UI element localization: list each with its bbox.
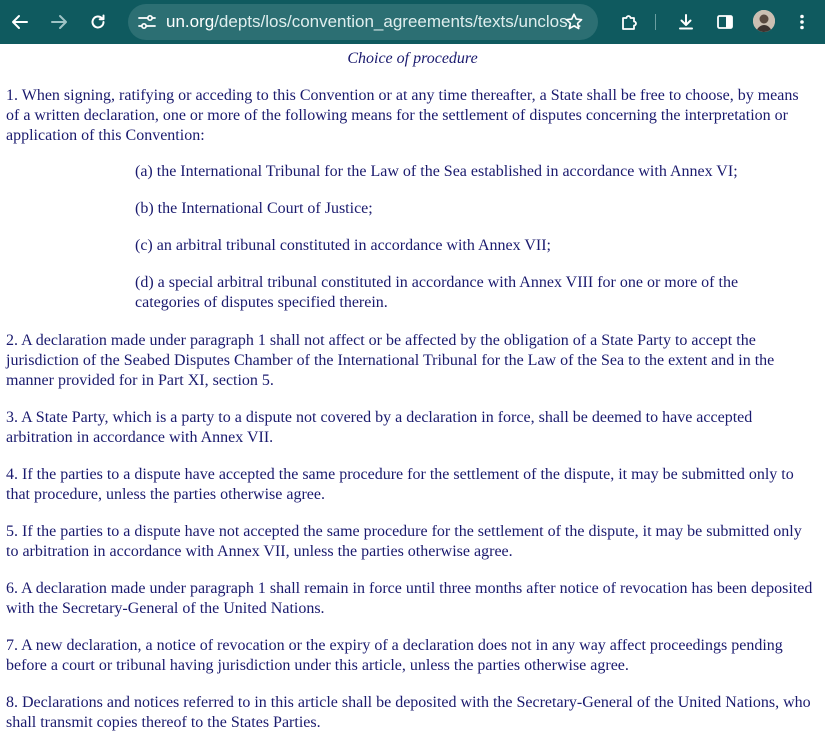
list-item-c: (c) an arbitral tribunal constituted in accordance with Annex VII;	[135, 237, 551, 254]
menu-button[interactable]	[787, 7, 817, 37]
side-panel-button[interactable]	[710, 7, 740, 37]
profile-avatar[interactable]	[753, 10, 775, 32]
paragraph-1: 1. When signing, ratifying or acceding to this Convention or at any time thereafter, a State shall be free to choose, by means of a written declaration, one or more of the following means for the settlement of disputes concerning the interpretation or application of this Convention:	[6, 87, 799, 144]
paragraph-7: 7. A new declaration, a notice of revocation or the expiry of a declaration does not in any way affect proceedings pending before a court or tribunal having jurisdiction under this article, unless the parties otherwise agree.	[6, 637, 783, 674]
forward-icon	[49, 12, 69, 32]
browser-toolbar	[0, 0, 825, 44]
extensions-button[interactable]	[614, 7, 644, 37]
side-panel-icon	[715, 12, 735, 32]
url-path: /depts/los/convention_agreements/texts/unclos...	[214, 12, 582, 31]
back-button[interactable]	[5, 7, 35, 37]
paragraph-6: 6. A declaration made under paragraph 1 shall remain in force until three months after notice of revocation has been deposited with the Secretary-General of the United Nations.	[6, 580, 813, 617]
back-icon	[10, 12, 30, 32]
reload-icon	[88, 12, 108, 32]
document-body	[0, 44, 825, 748]
forward-button[interactable]	[44, 7, 74, 37]
extensions-icon	[619, 12, 639, 32]
list-item-b: (b) the International Court of Justice;	[135, 200, 373, 217]
paragraph-8: 8. Declarations and notices referred to in this article shall be deposited with the Secretary-General of the United Nations, who shall transmit copies thereof to the States Parties.	[6, 694, 811, 731]
paragraph-3: 3. A State Party, which is a party to a dispute not covered by a declaration in force, shall be deemed to have accepted arbitration in accordance with Annex VII.	[6, 409, 753, 446]
paragraph-4: 4. If the parties to a dispute have accepted the same procedure for the settlement of the dispute, it may be submitted only to that procedure, unless the parties otherwise agree.	[6, 466, 794, 503]
list-item-d: (d) a special arbitral tribunal constituted in accordance with Annex VIII for one or more of the categories of disputes specified therein.	[135, 274, 739, 311]
bookmark-star-icon[interactable]	[564, 12, 584, 37]
toolbar-separator	[655, 14, 656, 30]
download-icon	[676, 12, 696, 32]
paragraph-2: 2. A declaration made under paragraph 1 shall not affect or be affected by the obligation of a State Party to accept the jurisdiction of the Seabed Disputes Chamber of the International Tribunal for the Law of the Sea to the extent and in the manner provided for in Part XI, section 5.	[6, 332, 775, 389]
menu-kebab-icon	[792, 12, 812, 32]
list-item-a: (a) the International Tribunal for the Law of the Sea established in accordance with Annex VI;	[135, 163, 738, 180]
paragraph-5: 5. If the parties to a dispute have not accepted the same procedure for the settlement of the dispute, it may be submitted only to arbitration in accordance with Annex VII, unless the parties otherwise agree.	[6, 523, 802, 560]
url-text[interactable]	[166, 13, 582, 31]
downloads-button[interactable]	[671, 7, 701, 37]
page-title: Choice of procedure	[347, 50, 478, 67]
site-settings-icon[interactable]	[138, 14, 156, 35]
reload-button[interactable]	[83, 7, 113, 37]
url-host: un.org	[166, 12, 215, 31]
address-bar[interactable]	[128, 4, 598, 40]
